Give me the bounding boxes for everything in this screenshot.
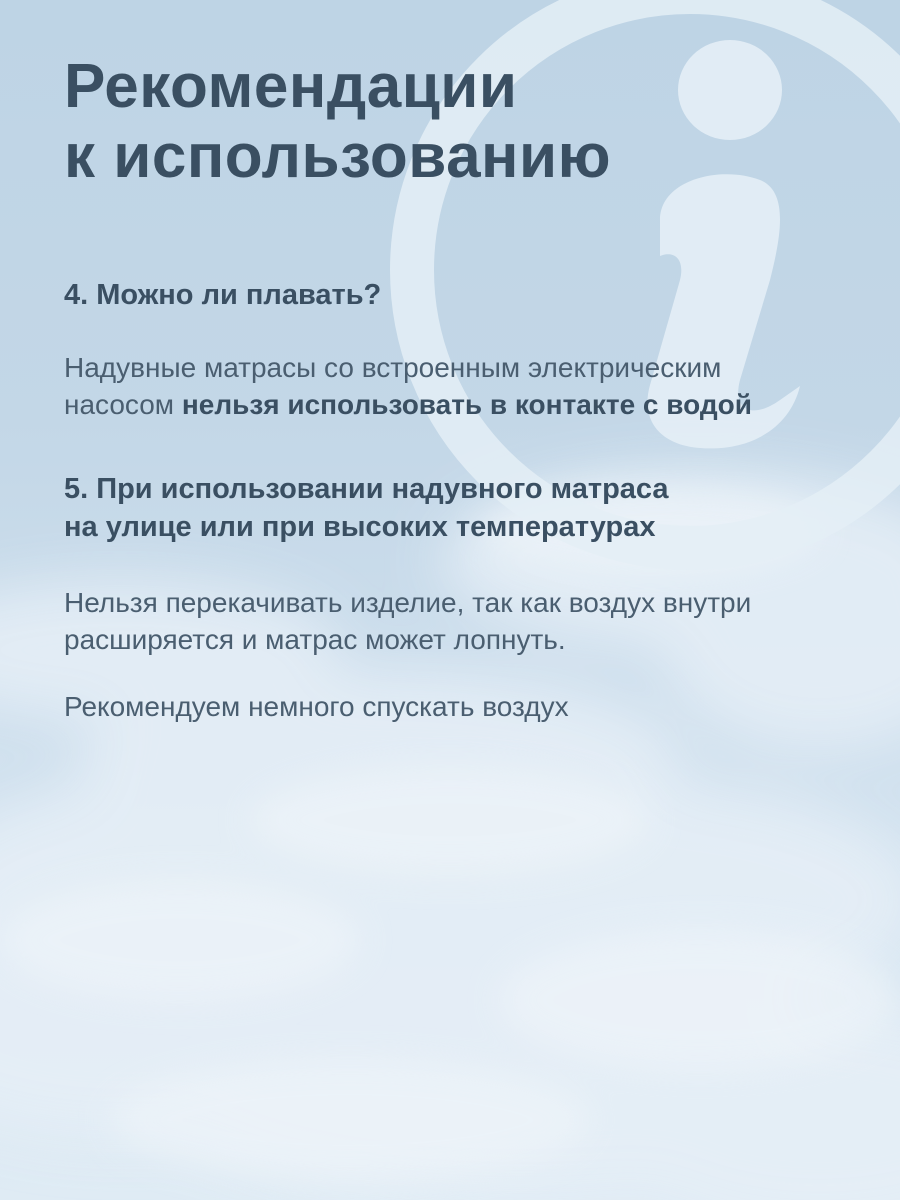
page-title-line1: Рекомендации — [64, 52, 518, 121]
section-4-text — [64, 349, 752, 423]
page-title-line2: к использованию — [64, 122, 612, 191]
section-4-heading-text: 4. Можно ли плавать? — [64, 279, 382, 311]
section-4-text-line2 — [64, 386, 752, 423]
section-5-text-line2: расширяется и матрас может лопнуть. — [64, 624, 566, 655]
section-5-text-line1: Нельзя перекачивать изделие, так как воздух внутри — [64, 587, 752, 618]
section-5-heading — [64, 470, 669, 546]
section-4-text-line1: Надувные матрасы со встроенным электрическим — [64, 352, 722, 383]
section-5-text — [64, 584, 751, 658]
section-5-heading-line2: на улице или при высоких температурах — [64, 511, 656, 543]
section-5-recommendation-text: Рекомендуем немного спускать воздух — [64, 691, 569, 722]
section-4-heading — [64, 276, 381, 314]
section-4-text-bold: нельзя использовать в контакте с водой — [181, 389, 752, 420]
section-5-recommendation — [64, 688, 569, 725]
page-title — [64, 52, 864, 192]
section-5-heading-line1: 5. При использовании надувного матраса — [64, 473, 669, 505]
content — [64, 52, 864, 722]
section-4-text-plain: насосом — [64, 389, 182, 420]
